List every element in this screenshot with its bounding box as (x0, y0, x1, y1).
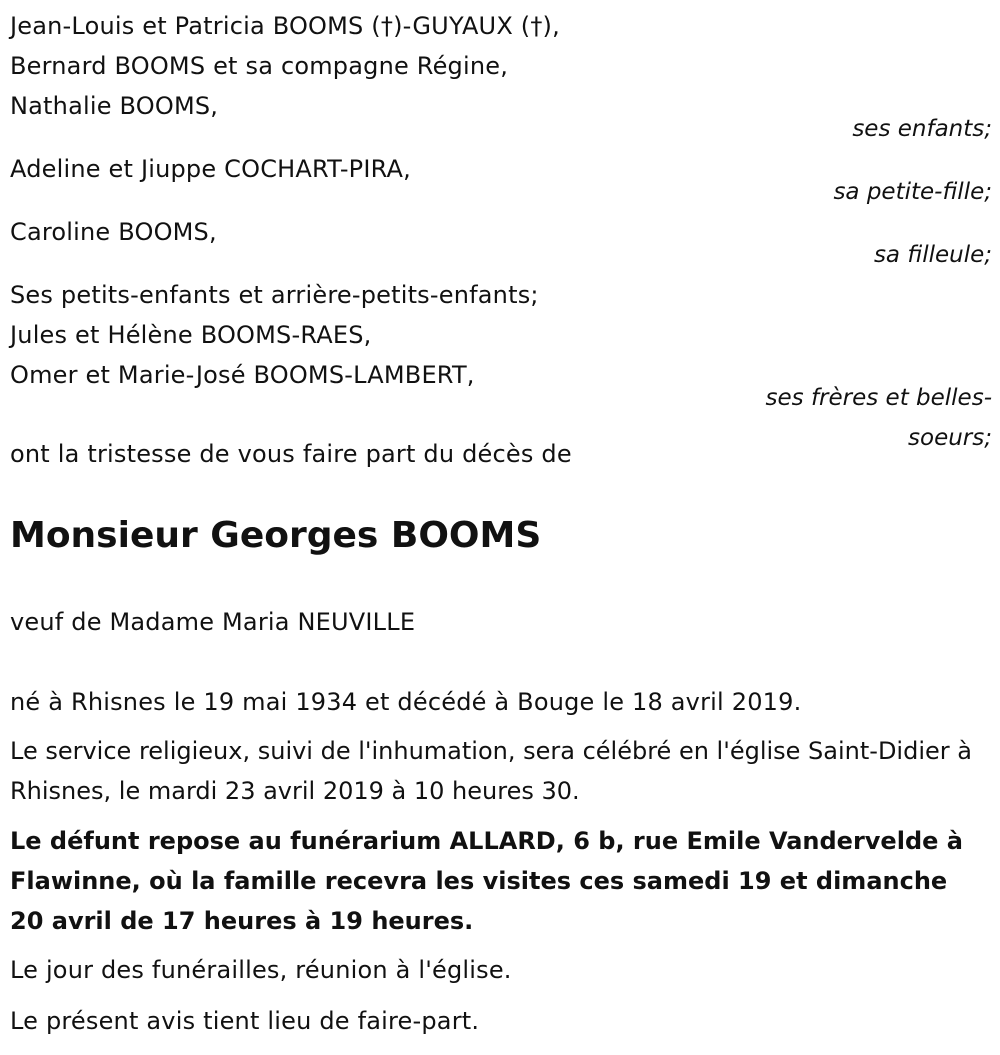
relation-siblings-1: ses frères et belles- (765, 385, 992, 411)
deceased-name: Monsieur Georges BOOMS (10, 515, 542, 556)
widower-text: veuf de Madame Maria NEUVILLE (10, 608, 416, 636)
relation-goddaughter: sa filleule; (873, 242, 992, 268)
family-line-children-2: Bernard BOOMS et sa compagne Régine, (10, 52, 509, 80)
relation-siblings-2: soeurs; (908, 425, 992, 451)
family-line-children-1: Jean-Louis et Patricia BOOMS (†)-GUYAUX (†), (10, 12, 560, 40)
notice-text: Le présent avis tient lieu de faire-part. (10, 1007, 480, 1035)
service-text: Le service religieux, suivi de l'inhumation, sera célébré en l'église Saint-Didier à Rhisnes, le mardi 23 avril 2019 à 10 heures 30. (10, 737, 972, 805)
visitation-text: Le défunt repose au funérarium ALLARD, 6 b, rue Emile Vandervelde à Flawinne, où la famille recevra les visites ces samedi 19 et dimanche 20 avril de 17 heures à 19 heures. (10, 827, 963, 935)
family-line-siblings-2: Omer et Marie-José BOOMS-LAMBERT, (10, 361, 475, 389)
family-line-children-3: Nathalie BOOMS, (10, 92, 219, 120)
family-line-goddaughter: Caroline BOOMS, (10, 218, 217, 246)
family-line-grandchildren: Ses petits-enfants et arrière-petits-enfants; (10, 281, 539, 309)
relation-children: ses enfants; (852, 116, 992, 142)
birth-death-text: né à Rhisnes le 19 mai 1934 et décédé à Bouge le 18 avril 2019. (10, 688, 802, 716)
meeting-text: Le jour des funérailles, réunion à l'église. (10, 956, 512, 984)
family-line-granddaughter: Adeline et Jiuppe COCHART-PIRA, (10, 155, 411, 183)
family-line-siblings-1: Jules et Hélène BOOMS-RAES, (10, 321, 372, 349)
death-notice (10, 0, 992, 1055)
relation-granddaughter: sa petite-fille; (833, 179, 992, 205)
announcement-text: ont la tristesse de vous faire part du décès de (10, 440, 572, 468)
